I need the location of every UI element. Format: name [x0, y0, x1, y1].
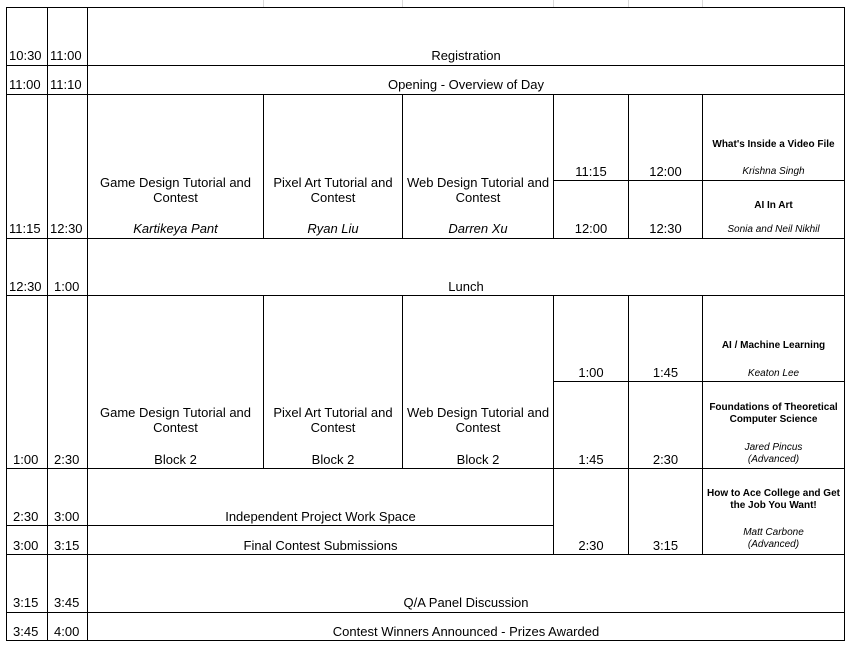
track-title: Web Design Tutorial and Contest	[406, 405, 550, 435]
row-border	[6, 238, 845, 239]
track-title: Game Design Tutorial and Contest	[99, 175, 252, 205]
row-border	[6, 94, 845, 95]
talk-end-time: 12:30	[649, 221, 682, 236]
col-border	[402, 295, 403, 469]
col-border	[402, 94, 403, 239]
talk-end-time: 1:45	[652, 365, 679, 380]
start-time: 12:30	[9, 279, 42, 294]
track-title: Game Design Tutorial and Contest	[99, 405, 252, 435]
event-opening: Opening - Overview of Day	[387, 77, 545, 92]
event-independent-work: Independent Project Work Space	[225, 509, 416, 524]
talk-start-time: 2:30	[578, 538, 604, 553]
row-border	[6, 295, 845, 296]
row-border	[6, 7, 845, 8]
track-presenter: Kartikeya Pant	[133, 221, 218, 236]
start-time: 3:45	[13, 624, 39, 639]
talk-level: (Advanced)	[747, 539, 800, 550]
talk-level: (Advanced)	[747, 454, 800, 465]
start-time: 3:00	[13, 538, 39, 553]
col-border	[628, 295, 629, 555]
start-time: 2:30	[13, 509, 39, 524]
track-presenter: Ryan Liu	[307, 221, 359, 236]
row-border	[553, 381, 845, 382]
col-border	[263, 94, 264, 239]
col-border	[47, 7, 48, 641]
track-block: Block 2	[154, 452, 197, 467]
end-time: 4:00	[54, 624, 80, 639]
end-time: 1:00	[54, 279, 80, 294]
row-border	[6, 612, 845, 613]
end-time: 12:30	[50, 221, 83, 236]
talk-end-time: 12:00	[649, 164, 682, 179]
talk-start-time: 1:45	[578, 452, 604, 467]
talk-speaker: Krishna Singh	[742, 166, 805, 177]
row-border	[6, 65, 845, 66]
row-border	[6, 554, 845, 555]
track-title: Pixel Art Tutorial and Contest	[273, 405, 393, 435]
track-title: Pixel Art Tutorial and Contest	[273, 175, 393, 205]
end-time: 3:45	[54, 595, 80, 610]
start-time: 10:30	[9, 48, 42, 63]
end-time: 2:30	[54, 452, 80, 467]
talk-start-time: 11:15	[575, 164, 607, 179]
talk-title: What's Inside a Video File	[712, 139, 835, 150]
end-time: 3:15	[54, 538, 80, 553]
col-border	[6, 7, 7, 641]
talk-title: How to Ace College and Get the Job You Want!	[707, 488, 840, 511]
event-qa-panel: Q/A Panel Discussion	[403, 595, 529, 610]
talk-title: AI In Art	[754, 200, 793, 211]
col-border	[263, 295, 264, 469]
row-border	[6, 468, 845, 469]
talk-title: Foundations of Theoretical Computer Science	[709, 402, 838, 425]
start-time: 1:00	[13, 452, 39, 467]
start-time: 11:00	[9, 77, 41, 92]
event-final-submissions: Final Contest Submissions	[243, 538, 398, 553]
row-border	[553, 180, 845, 181]
event-lunch: Lunch	[448, 279, 484, 294]
talk-start-time: 12:00	[574, 221, 608, 236]
talk-speaker: Keaton Lee	[747, 368, 800, 379]
talk-speaker: Sonia and Neil Nikhil	[727, 224, 820, 235]
event-winners: Contest Winners Announced - Prizes Awarded	[332, 624, 600, 639]
end-time: 3:00	[54, 509, 80, 524]
col-border	[844, 7, 845, 641]
row-border	[6, 525, 553, 526]
track-presenter: Darren Xu	[448, 221, 508, 236]
start-time: 3:15	[13, 595, 39, 610]
row-border	[6, 640, 845, 641]
talk-title: AI / Machine Learning	[721, 340, 826, 351]
talk-speaker: Jared Pincus	[744, 442, 803, 453]
talk-end-time: 2:30	[652, 452, 679, 467]
talk-start-time: 1:00	[578, 365, 604, 380]
start-time: 11:15	[9, 221, 41, 236]
event-registration: Registration	[431, 48, 501, 63]
end-time: 11:10	[50, 77, 82, 92]
track-block: Block 2	[456, 452, 500, 467]
track-block: Block 2	[311, 452, 355, 467]
track-title: Web Design Tutorial and Contest	[406, 175, 550, 205]
end-time: 11:00	[50, 48, 82, 63]
talk-speaker: Matt Carbone	[743, 527, 804, 538]
talk-end-time: 3:15	[652, 538, 679, 553]
col-border	[553, 295, 554, 555]
